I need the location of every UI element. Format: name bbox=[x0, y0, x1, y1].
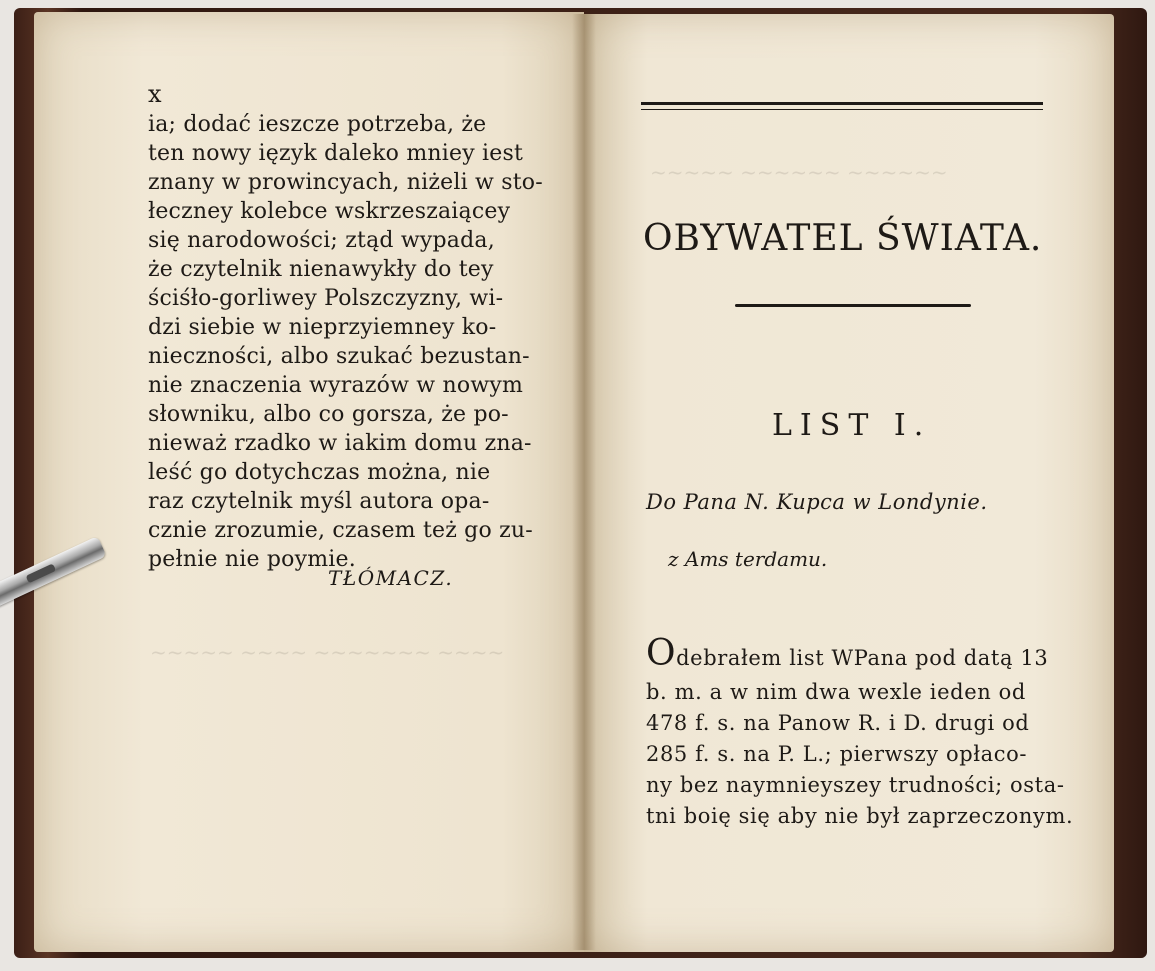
page-number: x bbox=[148, 80, 162, 108]
letter-heading: LIST I. bbox=[772, 408, 932, 443]
right-line: debrałem list WPana pod datą 13 bbox=[676, 646, 1049, 670]
book-gutter bbox=[572, 14, 596, 950]
right-line: tni boię się aby nie był zaprzeczonym. bbox=[646, 804, 1074, 828]
left-line: cznie zrozumie, czasem też go zu- bbox=[148, 518, 533, 543]
left-line: pełnie nie poymie. bbox=[148, 547, 356, 572]
left-line: nieważ rzadko w iakim domu zna- bbox=[148, 431, 532, 456]
left-line: znany w prowincyach, niżeli w sto- bbox=[148, 170, 543, 195]
left-line: nieczności, albo szukać bezustan- bbox=[148, 344, 530, 369]
left-line: leść go dotychczas można, nie bbox=[148, 460, 491, 485]
translator-signature: TŁÓMACZ. bbox=[328, 566, 454, 590]
origin-place: z Ams terdamu. bbox=[668, 547, 828, 571]
letter-body-first-line bbox=[646, 633, 1049, 674]
top-rule-thin bbox=[641, 109, 1043, 110]
left-line: dzi siebie w nieprzyiemney ko- bbox=[148, 315, 497, 340]
book-title: OBYWATEL ŚWIATA. bbox=[643, 218, 1043, 259]
left-line: słowniku, albo co gorsza, że po- bbox=[148, 402, 509, 427]
left-line: że czytelnik nienawykły do tey bbox=[148, 257, 494, 282]
bleed-through-text: ~~~~~ ~~~~ ~~~~~~~ ~~~~ bbox=[150, 640, 505, 664]
left-line: ten nowy ięzyk daleko mniey iest bbox=[148, 141, 524, 166]
title-underline bbox=[735, 304, 971, 307]
left-line: się narodowości; ztąd wypada, bbox=[148, 228, 495, 253]
left-line: nie znaczenia wyrazów w nowym bbox=[148, 373, 524, 398]
right-line: ny bez naymnieyszey trudności; osta- bbox=[646, 773, 1065, 797]
left-line: ściśło-gorliwey Polszczyzny, wi- bbox=[148, 286, 504, 311]
bleed-through-text: ~~~~~ ~~~~~~ ~~~~~~ bbox=[650, 160, 948, 184]
right-line: 478 f. s. na Panow R. i D. drugi od bbox=[646, 711, 1030, 735]
left-line: łeczney kolebce wskrzeszaiącey bbox=[148, 199, 511, 224]
left-line: raz czytelnik myśl autora opa- bbox=[148, 489, 490, 514]
drop-cap: O bbox=[646, 633, 677, 674]
left-line: ia; dodać ieszcze potrzeba, że bbox=[148, 112, 487, 137]
right-line: b. m. a w nim dwa wexle ieden od bbox=[646, 680, 1026, 704]
top-rule-thick bbox=[641, 102, 1043, 105]
pen-clip bbox=[26, 563, 57, 583]
right-line: 285 f. s. na P. L.; pierwszy opłaco- bbox=[646, 742, 1028, 766]
addressee: Do Pana N. Kupca w Londynie. bbox=[646, 490, 988, 514]
